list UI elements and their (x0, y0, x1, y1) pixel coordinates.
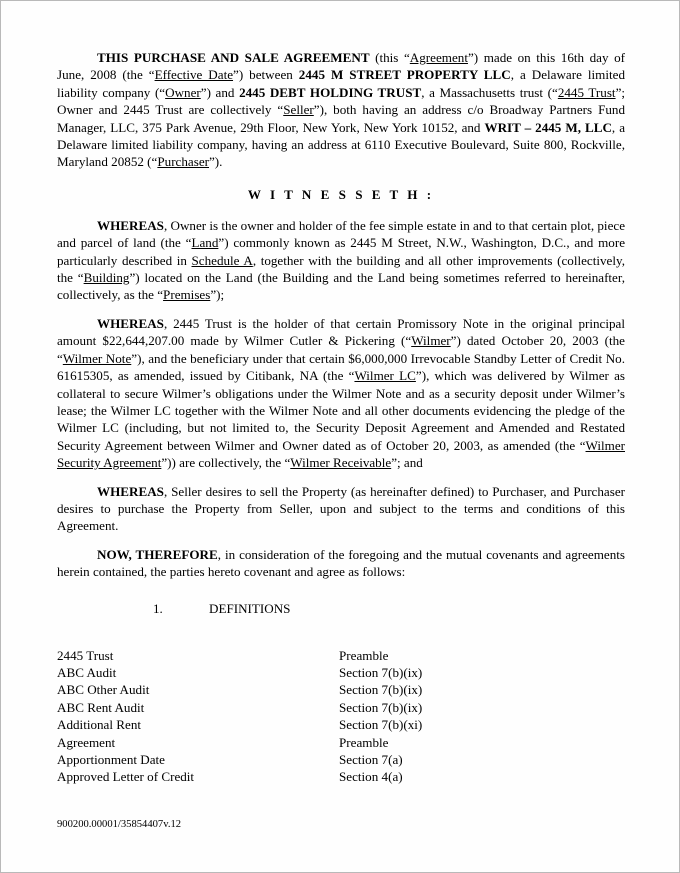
defined-term-premises: Premises (163, 287, 211, 303)
text-run: ”) commonly known as 2445 M Street, N.W., Washington, D.C., and more particularly described in (57, 235, 626, 268)
section-number: 1. (153, 600, 163, 616)
text-run: ”) dated October 20, 2003 (the “ (57, 333, 625, 366)
text-run: ”) and (200, 84, 240, 100)
definition-term: ABC Audit (57, 664, 117, 680)
defined-term-owner: Owner (165, 84, 201, 100)
section-title: DEFINITIONS (209, 600, 291, 616)
defined-term-purchaser: Purchaser (157, 154, 209, 170)
text-run: ”), which was delivered by Wilmer as collateral to secure Wilmer’s obligations under the Wilmer Note and as a security deposit under Wilmer’s lease; the Wilmer LC together with the Wilmer Note and all other documents evidencing the pledge of the Wilmer LC (including, but not limited to, the Security Deposit Agreement and Amended and Restated Security Agreement between Wilmer and Owner dated as of October 20, 2003, as amended (the “ (57, 368, 625, 453)
now-therefore-lead: NOW, THEREFORE (97, 546, 218, 562)
table-row (57, 768, 625, 785)
section-heading-definitions (57, 601, 625, 617)
defined-term-wilmer-lc: Wilmer LC (354, 368, 416, 384)
definition-term: ABC Other Audit (57, 682, 150, 698)
paragraph-whereas-sale (57, 483, 625, 535)
definition-reference: Preamble (339, 647, 389, 663)
text-run: ”; and (391, 455, 423, 471)
agreement-title-lead: THIS PURCHASE AND SALE AGREEMENT (97, 50, 370, 65)
table-row (57, 647, 625, 664)
definition-reference: Section 7(b)(xi) (339, 717, 423, 733)
witnesseth-heading: W I T N E S S E T H : (247, 186, 435, 202)
table-row (57, 751, 625, 768)
text-run: , Owner is the owner and holder of the fee simple estate in and to that certain plot, piece and parcel of land (the “ (57, 217, 625, 251)
text-run: , in consideration of the foregoing and the mutual covenants and agreements herein contained, the parties hereto covenant and agree as follows: (57, 546, 625, 580)
text-run: , together with the building and all other improvements (collectively, the “ (57, 252, 625, 286)
defined-term-wilmer-receivable: Wilmer Receivable (290, 455, 392, 471)
reference-schedule-a: Schedule A (191, 252, 253, 268)
paragraph-whereas-wilmer (57, 315, 625, 472)
defined-term-agreement: Agreement (409, 50, 468, 65)
paragraph-whereas-land (57, 217, 625, 304)
defined-term-wilmer-note: Wilmer Note (62, 350, 132, 366)
definition-reference: Preamble (339, 734, 389, 750)
text-run: , Seller desires to sell the Property (as hereinafter defined) to Purchaser, and Purchaser desires to purchase the Property from Seller, upon and subject to the terms and conditions of this Agreement. (57, 483, 625, 534)
text-run: ”) made on this 16th day of June, 2008 (the “ (57, 50, 625, 83)
text-run: ”). (209, 154, 223, 170)
text-run: ”), both having an address c/o Broadway Partners Fund Manager, LLC, 375 Park Avenue, 29th Floor, New York, New York 10152, and (57, 102, 625, 135)
definition-term: Agreement (57, 734, 116, 750)
definition-term: ABC Rent Audit (57, 699, 145, 715)
definition-term: 2445 Trust (57, 647, 114, 663)
document-body (57, 49, 625, 786)
definition-reference: Section 7(b)(ix) (339, 699, 423, 715)
table-row (57, 681, 625, 698)
definition-term: Apportionment Date (57, 752, 165, 767)
text-run: (this “ (369, 50, 410, 65)
table-row (57, 734, 625, 751)
table-row (57, 664, 625, 681)
whereas-lead: WHEREAS (97, 315, 164, 331)
defined-term-wilmer-security-agreement: Wilmer Security Agreement (57, 437, 625, 471)
defined-term-2445-trust: 2445 Trust (557, 84, 616, 100)
whereas-lead: WHEREAS (97, 483, 164, 499)
document-footer-reference: 900200.00001/35854407v.12 (57, 819, 182, 830)
defined-term-seller: Seller (283, 102, 314, 118)
whereas-lead: WHEREAS (97, 217, 164, 233)
text-run: ”), and the beneficiary under that certain $6,000,000 Irrevocable Standby Letter of Credit No. 61615305, as amended, issued by Citibank, NA (the “ (57, 350, 625, 384)
defined-term-effective-date: Effective Date (154, 67, 234, 83)
table-row (57, 699, 625, 716)
text-run: ”); (210, 287, 225, 303)
definition-term: Approved Letter of Credit (57, 769, 195, 785)
defined-term-building: Building (83, 270, 130, 286)
text-run: , 2445 Trust is the holder of that certain Promissory Note in the original principal amount $22,644,207.00 made by Wilmer Cutler & Pickering (“ (57, 315, 625, 349)
paragraph-now-therefore (57, 546, 625, 581)
text-run: ”; Owner and 2445 Trust are collectively “ (57, 84, 626, 118)
text-run: , a Massachusetts trust (“ (421, 84, 558, 100)
text-run: , a Delaware limited liability company (“ (57, 67, 625, 100)
definition-reference: Section 7(a) (339, 752, 403, 767)
text-run: ”) located on the Land (the Building and the Land being sometimes referred to hereinafter, collectively, as the “ (57, 270, 625, 303)
definition-reference: Section 4(a) (339, 769, 403, 785)
party-purchaser-name: WRIT – 2445 M, LLC (484, 119, 612, 135)
party-owner-name: 2445 M STREET PROPERTY LLC (298, 67, 511, 83)
table-row (57, 716, 625, 733)
text-run: ”) between (233, 67, 299, 83)
paragraph-purchase-and-sale (57, 49, 625, 171)
text-run: ”)) are collectively, the “ (161, 455, 291, 471)
defined-term-wilmer: Wilmer (411, 333, 451, 349)
party-trust-name: 2445 DEBT HOLDING TRUST (239, 84, 422, 100)
definition-term: Additional Rent (57, 717, 142, 733)
definition-reference: Section 7(b)(ix) (339, 664, 423, 680)
text-run: , a Delaware limited liability company, having an address at 6110 Executive Boulevard, Suite 800, Rockville, Maryland 20852 (“ (57, 119, 626, 170)
definitions-index-table (57, 647, 625, 786)
defined-term-land: Land (191, 235, 219, 251)
definition-reference: Section 7(b)(ix) (339, 682, 423, 698)
